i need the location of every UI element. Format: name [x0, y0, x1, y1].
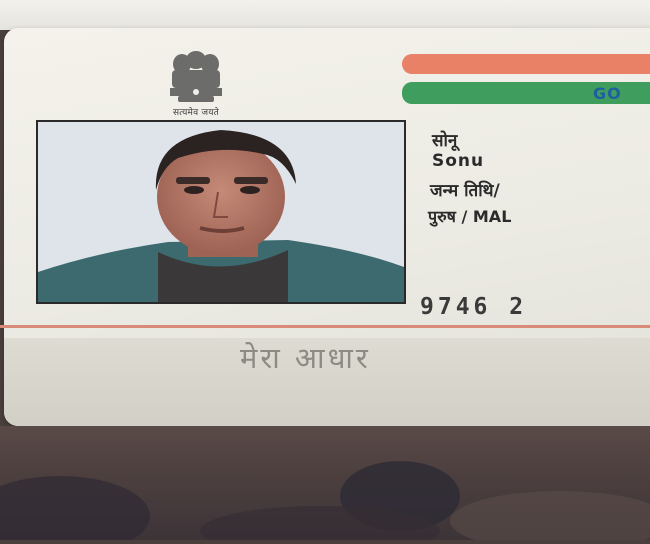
background-fabric	[0, 426, 650, 540]
gender-label: पुरुष / MAL	[428, 207, 512, 226]
background-top	[0, 0, 650, 30]
name-english: Sonu	[432, 151, 485, 171]
red-divider-line	[0, 325, 650, 328]
card-tagline: मेरा आधार	[240, 341, 371, 375]
flag-saffron-band	[402, 54, 650, 74]
name-hindi: सोनू	[432, 131, 458, 151]
emblem-caption: सत्यमेव जयते	[173, 108, 219, 118]
aadhaar-number: 9746 2	[420, 294, 528, 320]
government-label: GO	[593, 84, 622, 103]
holder-photo	[36, 120, 406, 304]
fabric-folds	[0, 426, 650, 540]
portrait-image	[38, 122, 404, 302]
dob-label: जन्म तिथि/	[430, 181, 500, 201]
